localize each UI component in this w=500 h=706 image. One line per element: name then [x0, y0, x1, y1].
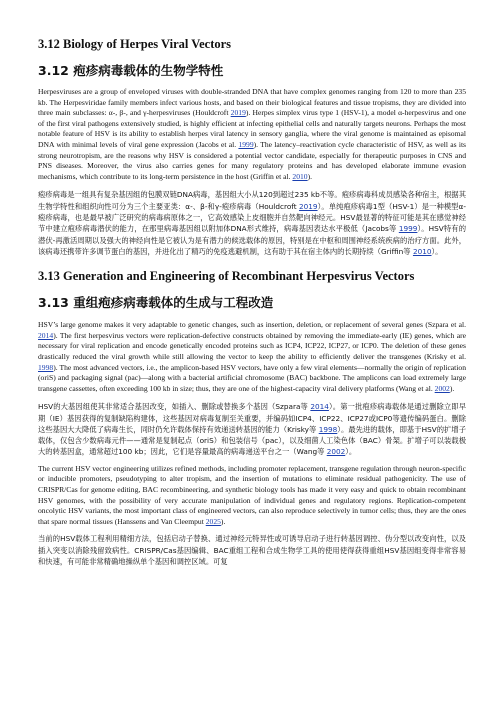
section-3-13-title-en: 3.13 Generation and Engineering of Recombinant Herpesvirus Vectors: [38, 269, 415, 284]
section-3-13-title-zh: 3.13 重组疱疹病毒载体的生成与工程改造: [38, 295, 274, 311]
paragraph-text: ). The most advanced vectors, i.e., the amplicon-based HSV vectors, have only a few viral elements—normally the origin of replication (oriS) and packaging signal (pac)—along with a bacterial artificial chromosome (BAC) backbone. The amplicons can load extremely large transgene cassettes, often exceeding 100 kb in size; thus, they are one of the highest-capacity viral delivery platforms (Wang et al.: [38, 362, 466, 393]
section-3-12-title-en: 3.12 Biology of Herpes Viral Vectors: [38, 37, 232, 51]
paragraph-text: 当前的HSV载体工程利用精细方法，包括启动子替换、通过神经元特异性或可诱导启动子进行转基因调控、伪分型以改变向性，以及插入突变以消除残留致病性。CRISPR/Cas基因编辑、BAC重组工程和合成生物学工具的使用使得获得重组HSV基因组变得非常容易和快速，有可能非常精确地操纵单个基因和调控区域。可复: [38, 534, 466, 566]
citation-link[interactable]: 1998: [318, 424, 338, 434]
paragraph-text: ）。最先进的载体，即基于HSV的扩增子载体，仅包含少数病毒元件——通常是复制起点（oriS）和包装信号（pac），以及细菌人工染色体（BAC）骨架。扩增子可以装载极大的转基因盒，通常超过100 kb；因此，它们是容量最高的病毒递送平台之一（Wang等: [38, 424, 466, 457]
citation-link[interactable]: 2014: [38, 330, 54, 340]
section-3-12-paragraph-en: [38, 87, 466, 182]
page-content: [38, 34, 466, 567]
citation-link[interactable]: 2014: [310, 402, 329, 412]
citation-link[interactable]: 2010: [412, 246, 432, 256]
paragraph-text: ). The latency–reactivation cycle characteristic of HSV, as well as its strong neurotropism, are the reasons why HSV is considered a potential vector candidate, especially for therapeutic purposes in CNS and PNS diseases. Moreover, the virus also carries genes for many regulatory proteins and has developed elaborate immune evasion mechanisms, which contribute to its long-term persistence in the host (Griffin et al.: [38, 139, 467, 181]
citation-link[interactable]: 1999: [238, 139, 254, 149]
paragraph-text: ）。HSV特有的潜伏-再激活周期以及强大的神经向性是它被认为是有潜力的候选载体的原因，特别是在中枢和周围神经系统疾病的治疗方面。此外，该病毒还携带许多调节蛋白的基因，并进化出了精巧的免疫逃避机制，这有助于其在宿主体内的长期持续（Griffin等: [38, 224, 467, 256]
paragraph-text: ）。: [345, 447, 357, 457]
paragraph-text: HSV的大基因组使其非常适合基因改变，如插入、删除或替换多个基因（Szpara等: [38, 402, 311, 412]
paragraph-text: ）。第一批疱疹病毒载体是通过删除立即早期（IE）基因获得的复制缺陷构建体，这些基因对病毒复制至关重要，并编码如ICP4、ICP22、ICP27或ICP0等遗传编码蛋白。删除这些基因大大降低了病毒生长，同时仍允许载体保持有效递送转基因的能力（Krisky等: [38, 402, 466, 434]
section-3-12-title-zh: 3.12 疱疹病毒载体的生物学特性: [38, 63, 224, 78]
paragraph-text: The current HSV vector engineering utilizes refined methods, including promoter replacement, transgene regulation through neuron-specific or inducible promoters, pseudotyping to alter tropism, and the insertion of mutations to eliminate residual pathogenicity. The use of CRISPR/Cas for genome editing, BAC recombineering, and synthetic biology tools has made it very easy and quick to obtain recombinant HSV genomes, with the possibility of very accurate manipulation of individual genes and regulatory regions. Replication-competent oncolytic HSV variants, the most important class of engineered vectors, can also reproduce selectively in tumor cells; thus, they are the ones that spare normal tissues (Hanssens and Van Cleemput: [38, 463, 466, 526]
section-3-13-paragraph-2-en: [38, 464, 466, 528]
paragraph-text: ）。: [431, 246, 443, 256]
citation-link[interactable]: 2002: [326, 447, 346, 457]
paragraph-text: ). The first herpesvirus vectors were replication-defective constructs obtained by removing the immediate-early (IE) genes, which are necessary for viral replication and encode genetically encoded proteins such as ICP4, ICP22, ICP27, or ICP0. The deletion of these genes drastically reduced the viral growth while still allowing the vector to keep the ability to efficiently deliver the transgenes (Krisky et al.: [38, 330, 466, 361]
section-3-13-paragraph-2-zh: [38, 533, 466, 567]
citation-link[interactable]: 2010: [292, 171, 308, 181]
citation-link[interactable]: 2025: [205, 516, 221, 526]
citation-link[interactable]: 2019: [298, 201, 318, 211]
section-3-12-paragraph-zh: [38, 189, 466, 257]
paragraph-text: HSV’s large genome makes it very adaptable to genetic changes, such as insertion, deletion, or replacement of several genes (Szpara et al.: [38, 320, 466, 330]
paragraph-text: Herpesviruses are a group of enveloped viruses with double-stranded DNA that have complex genomes ranging from 120 to more than 235 kb. The Herpesviridae family members infect various hosts, and based on their biological features and tissue tropisms, they are divided into three main subclasses: α-, β-, and γ-herpesviruses (Houldcroft: [38, 87, 466, 118]
paragraph-text: ).: [307, 171, 313, 181]
paragraph-text: ).: [449, 383, 455, 393]
citation-link[interactable]: 1998: [38, 362, 54, 372]
paragraph-text: ).: [220, 516, 226, 526]
paragraph-text: 疱疹病毒是一组具有复杂基因组的包膜双链DNA病毒，基因组大小从120到超过235 kb不等。疱疹病毒科成员感染各种宿主，根据其生物学特性和组织向性可分为三个主要亚类：α-、β-和γ-疱疹病毒（Houldcroft: [38, 190, 466, 211]
section-3-13-paragraph-1-zh: [38, 401, 466, 457]
paragraph-text: ）。单纯疱疹病毒1型（HSV-1）是一种模型α-疱疹病毒，也是最早被广泛研究的病毒病原体之一，它高效感染上皮细胞并自然靶向神经元。HSV最显著的特征可能是其在感觉神经节中建立疱疹病毒潜伏的能力，在那里病毒基因组以附加体DNA形式维持，病毒基因表达水平极低（Jacobs等: [38, 201, 466, 234]
section-3-13-paragraph-1-en: [38, 320, 466, 394]
paragraph-text: ). Herpes simplex virus type 1 (HSV-1), a model α-herpesvirus and one of the first viral pathogens extensively studied, is highly efficient at infecting epithelial cells and naturally targets neurons. Perhaps the most notable feature of HSV is its ability to establish herpes viral latency in sensory ganglia, where the viral genome is maintained as episomal DNA with minimal levels of viral gene expression (Jacobs et al.: [38, 108, 466, 149]
citation-link[interactable]: 1999: [398, 224, 418, 234]
citation-link[interactable]: 2019: [230, 108, 246, 118]
citation-link[interactable]: 2002: [434, 383, 450, 393]
